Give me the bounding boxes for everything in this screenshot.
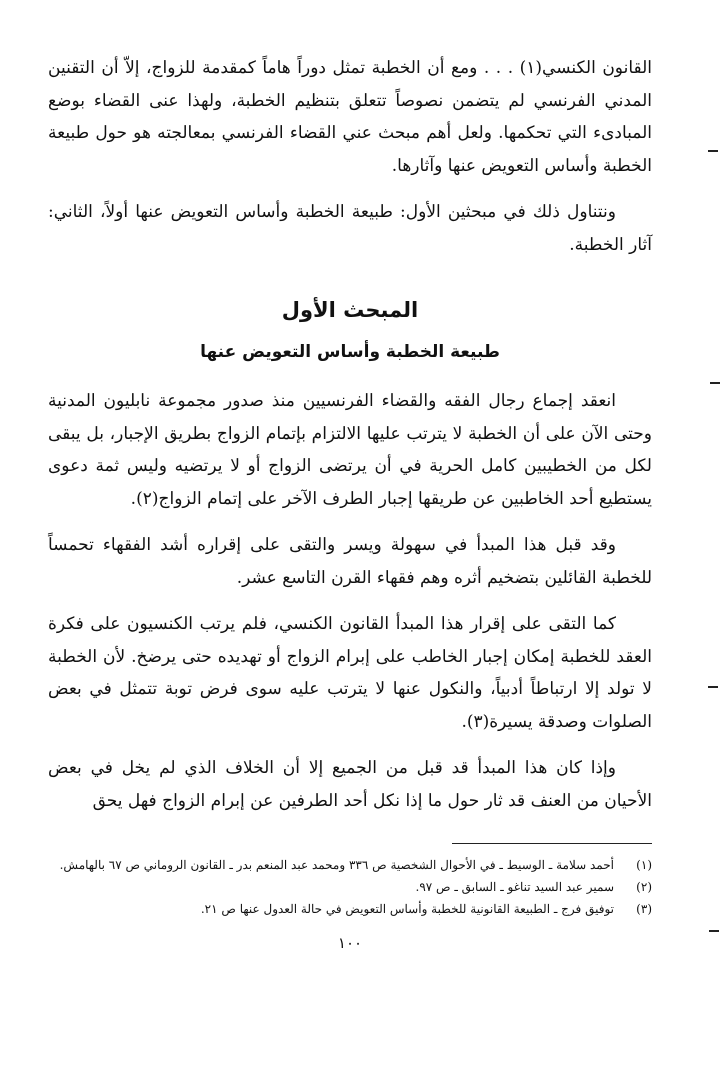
margin-mark (708, 150, 718, 152)
page-number: ١٠٠ (337, 934, 363, 952)
footnote-number: (٢) (636, 880, 652, 894)
paragraph-6: وإذا كان هذا المبدأ قد قبل من الجميع إلا أن الخلاف الذي لم يخل في بعض الأحيان من العنف قد ثار حول ما إذا نكل أحد الطرفين عن إبرام الزواج فهل يحق (48, 758, 652, 811)
paragraph-1: القانون الكنسي(١) . . . ومع أن الخطبة تمثل دوراً هاماً كمقدمة للزواج، إلاّ أن التقنين المدني الفرنسي لم يتضمن نصوصاً تتعلق بتنظيم الخطبة، ولهذا عنى القضاء بوضع المبادىء التي تحكمها. ولعل أهم مبحث عني القضاء الفرنسي بمعالجته هو حول طبيعة الخطبة وأساس التعويض عنها وآثارها. (48, 58, 653, 176)
footnote-item (48, 854, 652, 876)
margin-mark (708, 686, 718, 688)
footnote-text: سمير عبد السيد تناغو ـ السابق ـ ص ٩٧. (415, 880, 614, 894)
section-subtitle: طبيعة الخطبة وأساس التعويض عنها (200, 342, 500, 362)
footnote-divider (452, 843, 652, 844)
paragraph-3: انعقد إجماع رجال الفقه والقضاء الفرنسيين منذ صدور مجموعة نابليون المدنية وحتى الآن على أن الخطبة لا يترتب عليها الالتزام بإتمام الزواج بطريق الإجبار، بل يبقى لكل من الخطيبين كامل الحرية في أن يرتضى الزواج أو لا يرتضيه وليس ثمة دعوى يستطيع أحد الخاطبين عن طريقها إجبار الطرف الآخر على إتمام الزواج(٢). (48, 391, 652, 509)
margin-mark (709, 930, 719, 932)
footnote-text: توفيق فرج ـ الطبيعة القانونية للخطبة وأساس التعويض في حالة العدول عنها ص ٢١. (200, 902, 614, 916)
section-title: المبحث الأول (281, 298, 419, 322)
document-page (48, 52, 652, 952)
footnote-number: (٣) (636, 902, 652, 916)
paragraph-5: كما التقى على إقرار هذا المبدأ القانون الكنسي، فلم يرتب الكنسيون على فكرة العقد للخطبة إمكان إجبار الخاطب على إبرام الزواج أو تهديده حتى يرضخ. لأن الخطبة لا تولد إلا ارتباطاً أدبياً، والنكول عنها لا يترتب عليه سوى فرض توبة تتمثل في بعض الصلوات وصدقة يسيرة(٣). (48, 614, 652, 732)
footnote-text: أحمد سلامة ـ الوسيط ـ في الأحوال الشخصية ص ٣٣٦ ومحمد عبد المنعم بدر ـ القانون الروماني ص ٦٧ بالهامش. (59, 858, 614, 872)
footnotes (48, 854, 652, 920)
paragraph-4: وقد قبل هذا المبدأ في سهولة ويسر والتقى على إقراره أشد الفقهاء تحمساً للخطبة القائلين بتضخيم أثره وهم فقهاء القرن التاسع عشر. (48, 535, 652, 588)
footnote-item (48, 898, 652, 920)
margin-mark (710, 382, 720, 384)
footnote-number: (١) (636, 858, 652, 872)
footnote-item (48, 876, 652, 898)
paragraph-2: ونتناول ذلك في مبحثين الأول: طبيعة الخطبة وأساس التعويض عنها أولاً، الثاني: آثار الخطبة. (48, 202, 652, 255)
